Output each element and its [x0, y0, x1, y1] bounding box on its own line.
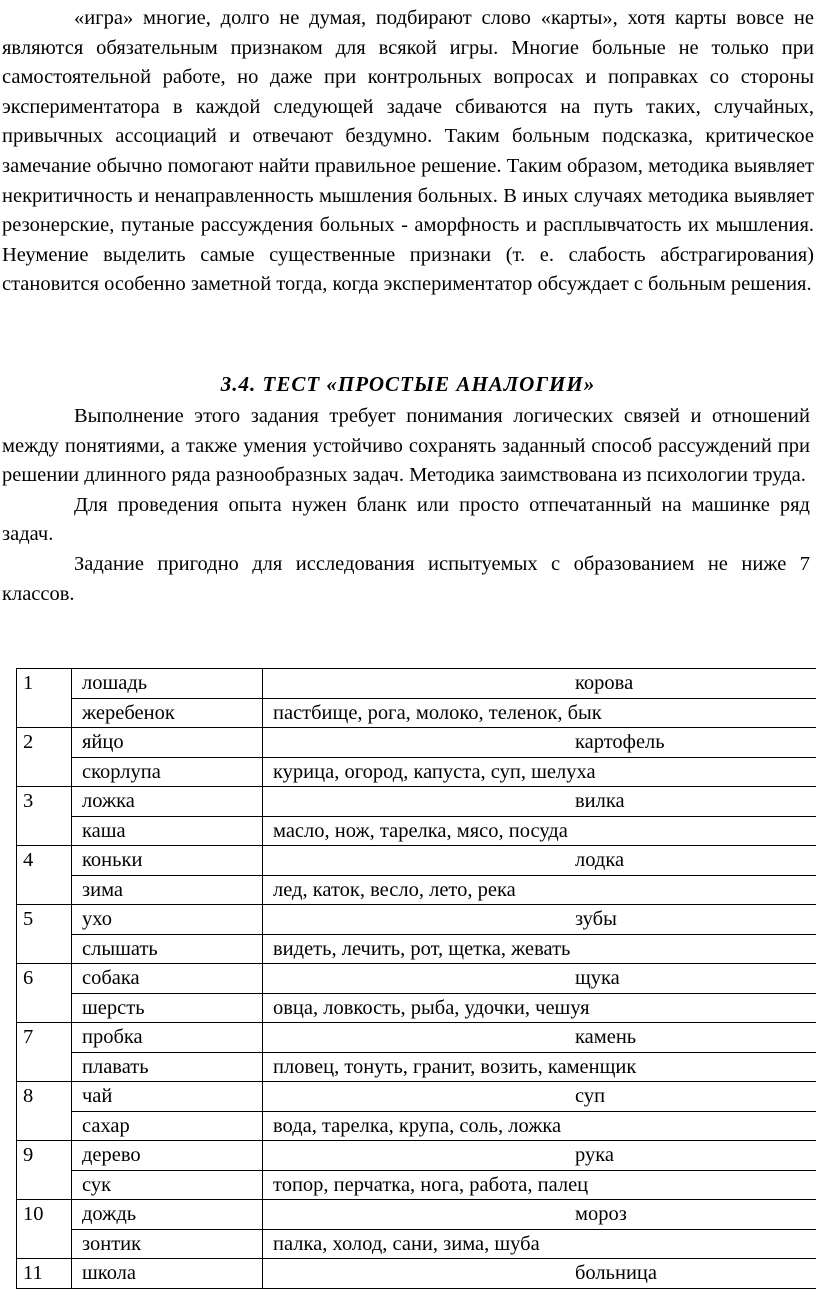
task-number: 6: [17, 964, 72, 1023]
answer-options: масло, нож, тарелка, мясо, посуда: [263, 816, 816, 846]
section-body: [0, 402, 812, 609]
table-row: [17, 1082, 816, 1112]
word-a: школа: [72, 1259, 263, 1289]
table-row: [17, 1200, 816, 1230]
answer-options: лед, каток, весло, лето, река: [263, 875, 816, 905]
table-row: [17, 875, 816, 905]
answer-options: курица, огород, капуста, суп, шелуха: [263, 757, 816, 787]
word-b: зима: [72, 875, 263, 905]
word-c: корова: [263, 669, 816, 699]
word-a: собака: [72, 964, 263, 994]
word-b: жеребенок: [72, 698, 263, 728]
word-c: камень: [263, 1023, 816, 1053]
table-row: [17, 964, 816, 994]
word-b: сахар: [72, 1111, 263, 1141]
table-row: [17, 905, 816, 935]
table-row: [17, 993, 816, 1023]
table-row: [17, 1229, 816, 1259]
word-a: дерево: [72, 1141, 263, 1171]
word-b: зонтик: [72, 1229, 263, 1259]
task-number: 8: [17, 1082, 72, 1141]
task-number: 9: [17, 1141, 72, 1200]
word-b: плавать: [72, 1052, 263, 1082]
task-number: 3: [17, 787, 72, 846]
table-row: [17, 1111, 816, 1141]
word-c: зубы: [263, 905, 816, 935]
section-paragraph-1: Выполнение этого задания требует понимания логических связей и отношений между понятиями, а также умения устойчиво сохранять заданный способ рассуждений при решении длинного ряда разнообразных задач. Методика заимствована из психологии труда.: [2, 405, 810, 487]
table-row: [17, 846, 816, 876]
word-c: лодка: [263, 846, 816, 876]
answer-options: видеть, лечить, рот, щетка, жевать: [263, 934, 816, 964]
task-number: 7: [17, 1023, 72, 1082]
analogies-table-body: [17, 669, 816, 1289]
word-c: щука: [263, 964, 816, 994]
intro-paragraph: «игра» многие, долго не думая, подбирают слово «карты», хотя карты вовсе не являются обязательным признаком для всякой игры. Многие больные не только при самостоятельной работе, но даже при контрольных вопросах и поправках со стороны экспериментатора в каждой следующей задаче сбиваются на путь таких, случайных, привычных ассоциаций и отвечают бездумно. Таким больным подсказка, критическое замечание обычно помогают найти правильное решение. Таким образом, методика выявляет некритичность и ненаправленность мышления больных. В иных случаях методика выявляет резонерские, путаные рассуждения больных - аморфность и расплывчатость их мышления. Неумение выделить самые существенные признаки (т. е. слабость абстрагирования) становится особенно заметной тогда, когда экспериментатор обсуждает с больным решения.: [2, 7, 814, 296]
task-number: 1: [17, 669, 72, 728]
table-row: [17, 1023, 816, 1053]
answer-options: пастбище, рога, молоко, теленок, бык: [263, 698, 816, 728]
section-title: 3.4. ТЕСТ «ПРОСТЫЕ АНАЛОГИИ»: [220, 372, 596, 396]
word-b: шерсть: [72, 993, 263, 1023]
table-row: [17, 669, 816, 699]
word-a: коньки: [72, 846, 263, 876]
table-row: [17, 934, 816, 964]
table-row: [17, 1052, 816, 1082]
word-c: больница: [263, 1259, 816, 1289]
word-c: рука: [263, 1141, 816, 1171]
word-b: слышать: [72, 934, 263, 964]
word-a: ухо: [72, 905, 263, 935]
task-number: 2: [17, 728, 72, 787]
word-c: картофель: [263, 728, 816, 758]
word-c: вилка: [263, 787, 816, 817]
answer-options: вода, тарелка, крупа, соль, ложка: [263, 1111, 816, 1141]
table-row: [17, 698, 816, 728]
table-row: [17, 787, 816, 817]
word-b: каша: [72, 816, 263, 846]
section-paragraph-3: Задание пригодно для исследования испытуемых с образованием не ниже 7 классов.: [2, 552, 810, 605]
table-row: [17, 757, 816, 787]
table-row: [17, 1170, 816, 1200]
word-a: ложка: [72, 787, 263, 817]
task-number: 11: [17, 1259, 72, 1289]
answer-options: пловец, тонуть, гранит, возить, каменщик: [263, 1052, 816, 1082]
task-number: 4: [17, 846, 72, 905]
table-row: [17, 816, 816, 846]
task-number: 10: [17, 1200, 72, 1259]
table-row: [17, 1141, 816, 1171]
word-a: чай: [72, 1082, 263, 1112]
section-paragraph-2: Для проведения опыта нужен бланк или просто отпечатанный на машинке ряд задач.: [2, 493, 810, 546]
answer-options: топор, перчатка, нога, работа, палец: [263, 1170, 816, 1200]
answer-options: палка, холод, сани, зима, шуба: [263, 1229, 816, 1259]
word-b: скорлупа: [72, 757, 263, 787]
word-a: дождь: [72, 1200, 263, 1230]
word-c: суп: [263, 1082, 816, 1112]
table-row: [17, 728, 816, 758]
table-row: [17, 1259, 816, 1289]
word-b: сук: [72, 1170, 263, 1200]
word-a: яйцо: [72, 728, 263, 758]
word-c: мороз: [263, 1200, 816, 1230]
task-number: 5: [17, 905, 72, 964]
word-a: лошадь: [72, 669, 263, 699]
analogies-table: [16, 668, 816, 1289]
word-a: пробка: [72, 1023, 263, 1053]
answer-options: овца, ловкость, рыба, удочки, чешуя: [263, 993, 816, 1023]
